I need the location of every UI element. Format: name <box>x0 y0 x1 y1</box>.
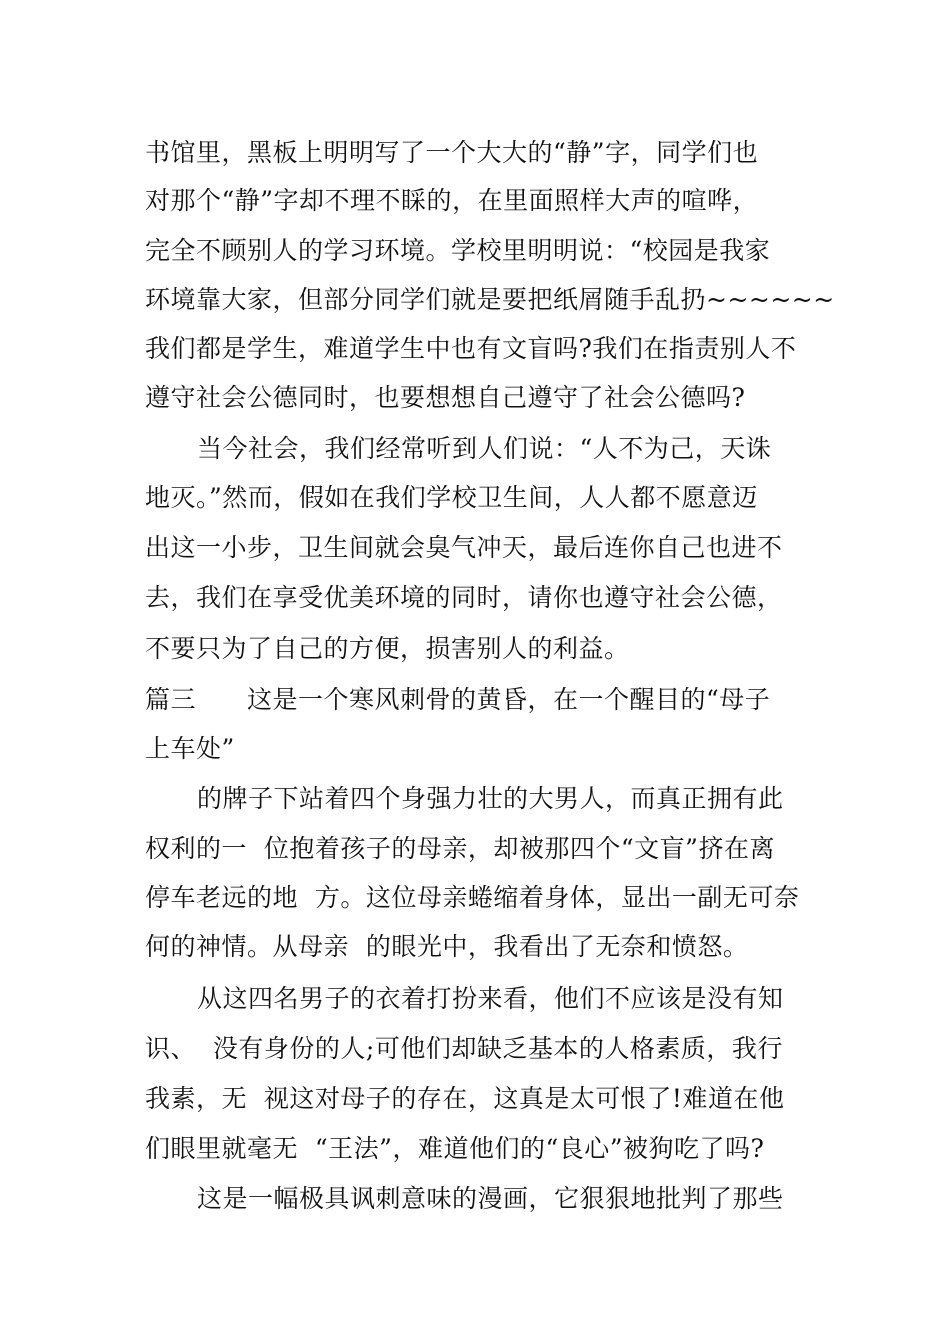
text-line: 我素，无 视这对母子的存在，这真是太可恨了!难道在他 <box>145 1084 785 1113</box>
text-line: 我们都是学生，难道学生中也有文盲吗?我们在指责别人不 <box>145 334 797 363</box>
text-line: 对那个“静”字却不理不睬的，在里面照样大声的喧哗， <box>145 186 759 215</box>
paragraph-first-line: 当今社会，我们经常听到人们说：“人不为己，天诛 <box>197 434 772 463</box>
text-line: 何的神情。从母亲 的眼光中，我看出了无奈和愤怒。 <box>145 932 749 961</box>
paragraph-first-line: 从这四名男子的衣着打扮来看，他们不应该是没有知 <box>197 984 784 1013</box>
text-line: 完全不顾别人的学习环境。学校里明明说：“校园是我家 <box>145 236 771 265</box>
text-line: 识、 没有身份的人;可他们却缺乏基本的人格素质，我行 <box>145 1034 783 1063</box>
paragraph-first-line: 这是一幅极具讽刺意味的漫画，它狠狠地批判了那些 <box>197 1184 784 1213</box>
text-line: 书馆里，黑板上明明写了一个大大的“静”字，同学们也 <box>145 138 759 167</box>
text-line: 们眼里就毫无 “王法”，难道他们的“良心”被狗吃了吗? <box>145 1134 765 1163</box>
paragraph-first-line: 的牌子下站着四个身强力壮的大男人，而真正拥有此 <box>197 784 784 813</box>
text-line: 停车老远的地 方。这位母亲蜷缩着身体，显出一副无可奈 <box>145 883 800 912</box>
section-heading-line: 篇三 这是一个寒风刺骨的黄昏，在一个醒目的“母子 <box>145 685 771 714</box>
text-line: 去，我们在享受优美环境的同时，请你也遵守社会公德， <box>145 583 783 612</box>
text-line: 地灭。”然而，假如在我们学校卫生间，人人都不愿意迈 <box>145 483 758 512</box>
text-line: 权利的一 位抱着孩子的母亲，却被那四个“文盲”挤在离 <box>145 834 775 863</box>
text-line: 遵守社会公德同时，也要想想自己遵守了社会公德吗? <box>145 383 746 412</box>
text-line: 不要只为了自己的方便，损害别人的利益。 <box>145 634 630 663</box>
text-line: 上车处” <box>145 734 235 763</box>
text-line: 环境靠大家，但部分同学们就是要把纸屑随手乱扔~~~~~~ <box>145 285 835 314</box>
text-line: 出这一小步，卫生间就会臭气冲天，最后连你自己也进不 <box>145 533 783 562</box>
